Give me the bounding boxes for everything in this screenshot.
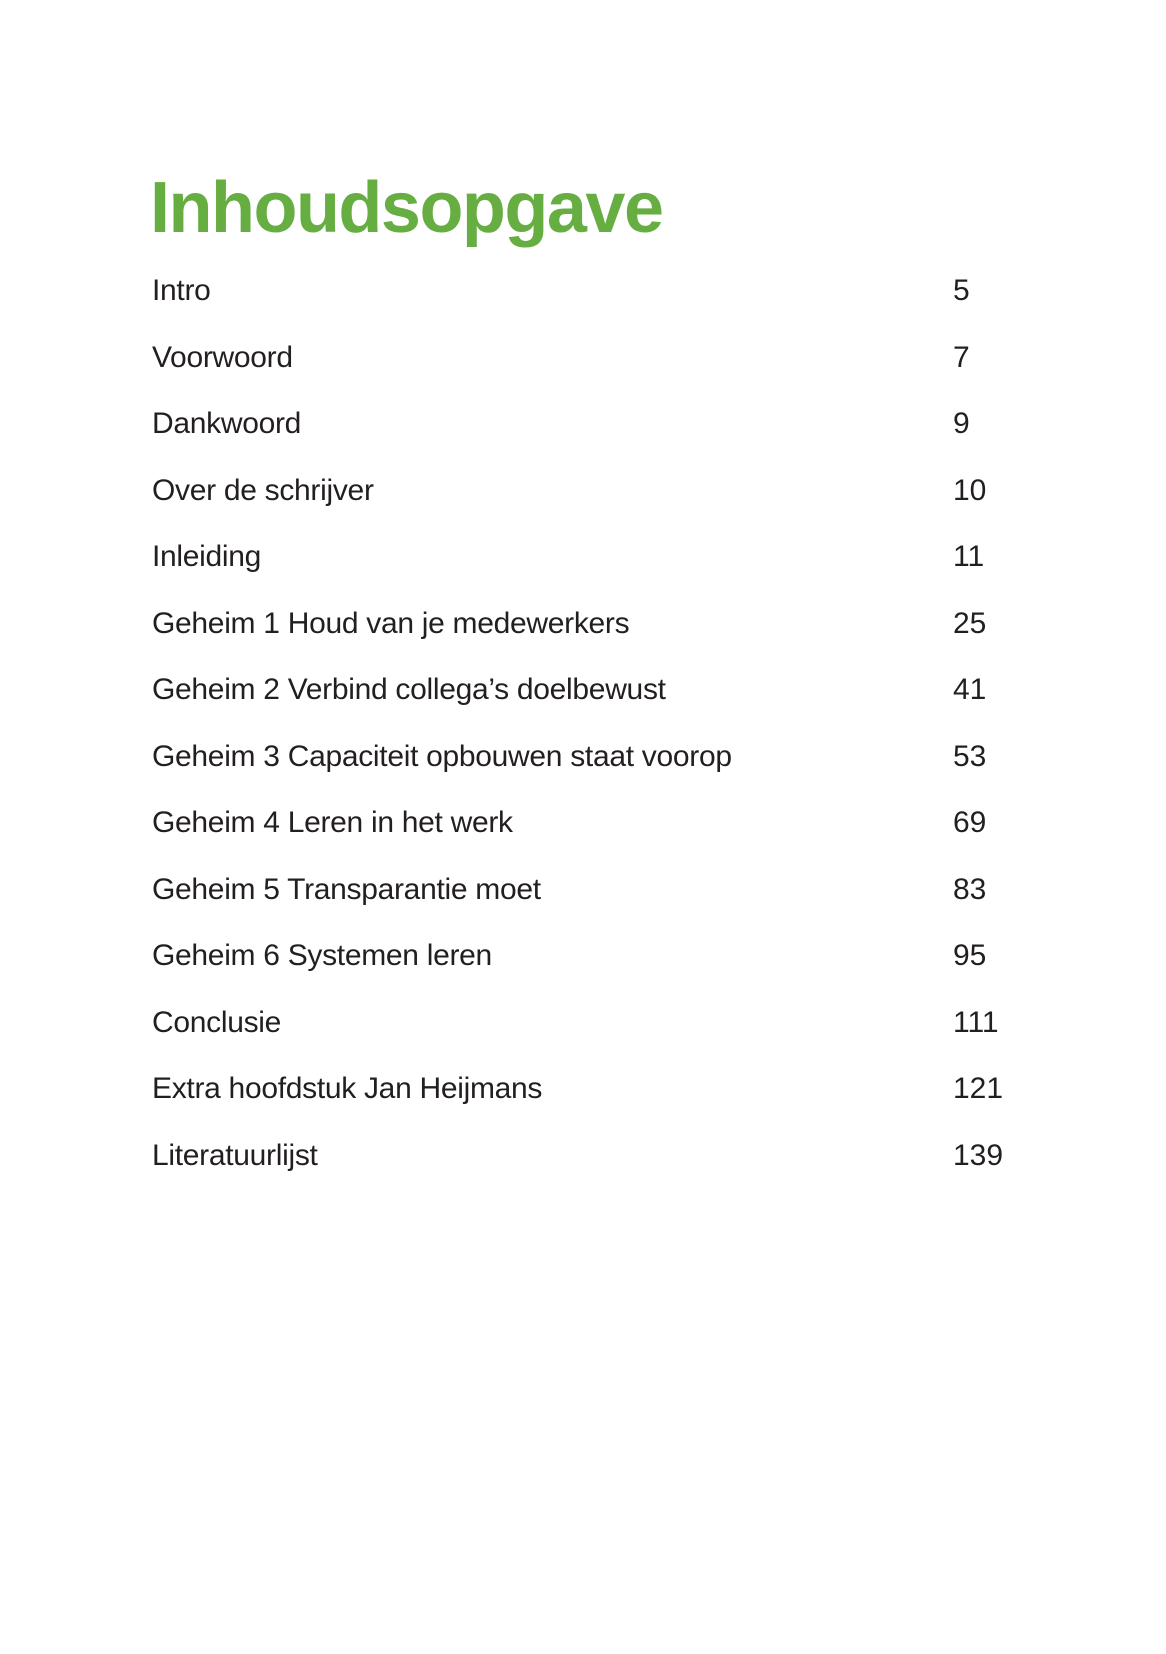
toc-entry <box>152 1138 1004 1205</box>
toc-entry-page-number: 69 <box>953 806 987 839</box>
toc-entry-page-number: 139 <box>953 1138 1004 1172</box>
toc-entry <box>152 672 1001 739</box>
toc-list <box>152 273 1004 1204</box>
toc-entry <box>152 606 1001 673</box>
toc-entry <box>152 273 1001 340</box>
toc-entry-page-number: 121 <box>953 1072 1004 1105</box>
toc-entry-label: Geheim 4 Leren in het werk <box>152 806 513 839</box>
toc-entry <box>152 938 1001 1005</box>
page-title: Inhoudsopgave <box>150 168 663 248</box>
toc-entry-page-number: 95 <box>953 939 987 972</box>
toc-entry <box>152 739 1001 806</box>
toc-entry-page-number: 41 <box>953 673 987 706</box>
toc-entry-label: Dankwoord <box>152 407 302 440</box>
toc-entry-label: Geheim 1 Houd van je medewerkers <box>152 606 630 640</box>
toc-entry-page-number: 25 <box>953 606 987 640</box>
toc-entry-label: Literatuurlijst <box>152 1138 318 1172</box>
toc-entry <box>152 473 1001 540</box>
toc-entry-label: Extra hoofdstuk Jan Heijmans <box>152 1072 543 1105</box>
toc-entry-page-number: 10 <box>953 473 987 507</box>
toc-entry-label: Voorwoord <box>152 340 293 374</box>
toc-entry-page-number: 11 <box>953 540 985 573</box>
toc-entry <box>152 805 1001 872</box>
toc-entry-label: Conclusie <box>152 1005 282 1039</box>
toc-entry <box>152 1071 1004 1138</box>
toc-entry-label: Geheim 5 Transparantie moet <box>152 872 541 906</box>
toc-entry <box>152 539 1001 606</box>
toc-entry-page-number: 53 <box>953 739 987 773</box>
toc-entry-label: Geheim 2 Verbind collega’s doelbewust <box>152 673 666 706</box>
toc-entry <box>152 406 1001 473</box>
toc-entry-page-number: 7 <box>953 340 970 374</box>
toc-entry-label: Geheim 6 Systemen leren <box>152 939 492 972</box>
toc-entry-page-number: 83 <box>953 872 987 906</box>
toc-entry-page-number: 111 <box>953 1005 999 1039</box>
toc-entry-label: Geheim 3 Capaciteit opbouwen staat voorop <box>152 739 732 773</box>
toc-entry-label: Intro <box>152 274 211 307</box>
toc-entry-page-number: 5 <box>953 274 970 307</box>
toc-entry <box>152 872 1001 939</box>
toc-entry-label: Over de schrijver <box>152 473 374 507</box>
toc-entry-page-number: 9 <box>953 407 970 440</box>
toc-entry <box>152 340 1001 407</box>
toc-entry <box>152 1005 1001 1072</box>
toc-entry-label: Inleiding <box>152 540 262 573</box>
